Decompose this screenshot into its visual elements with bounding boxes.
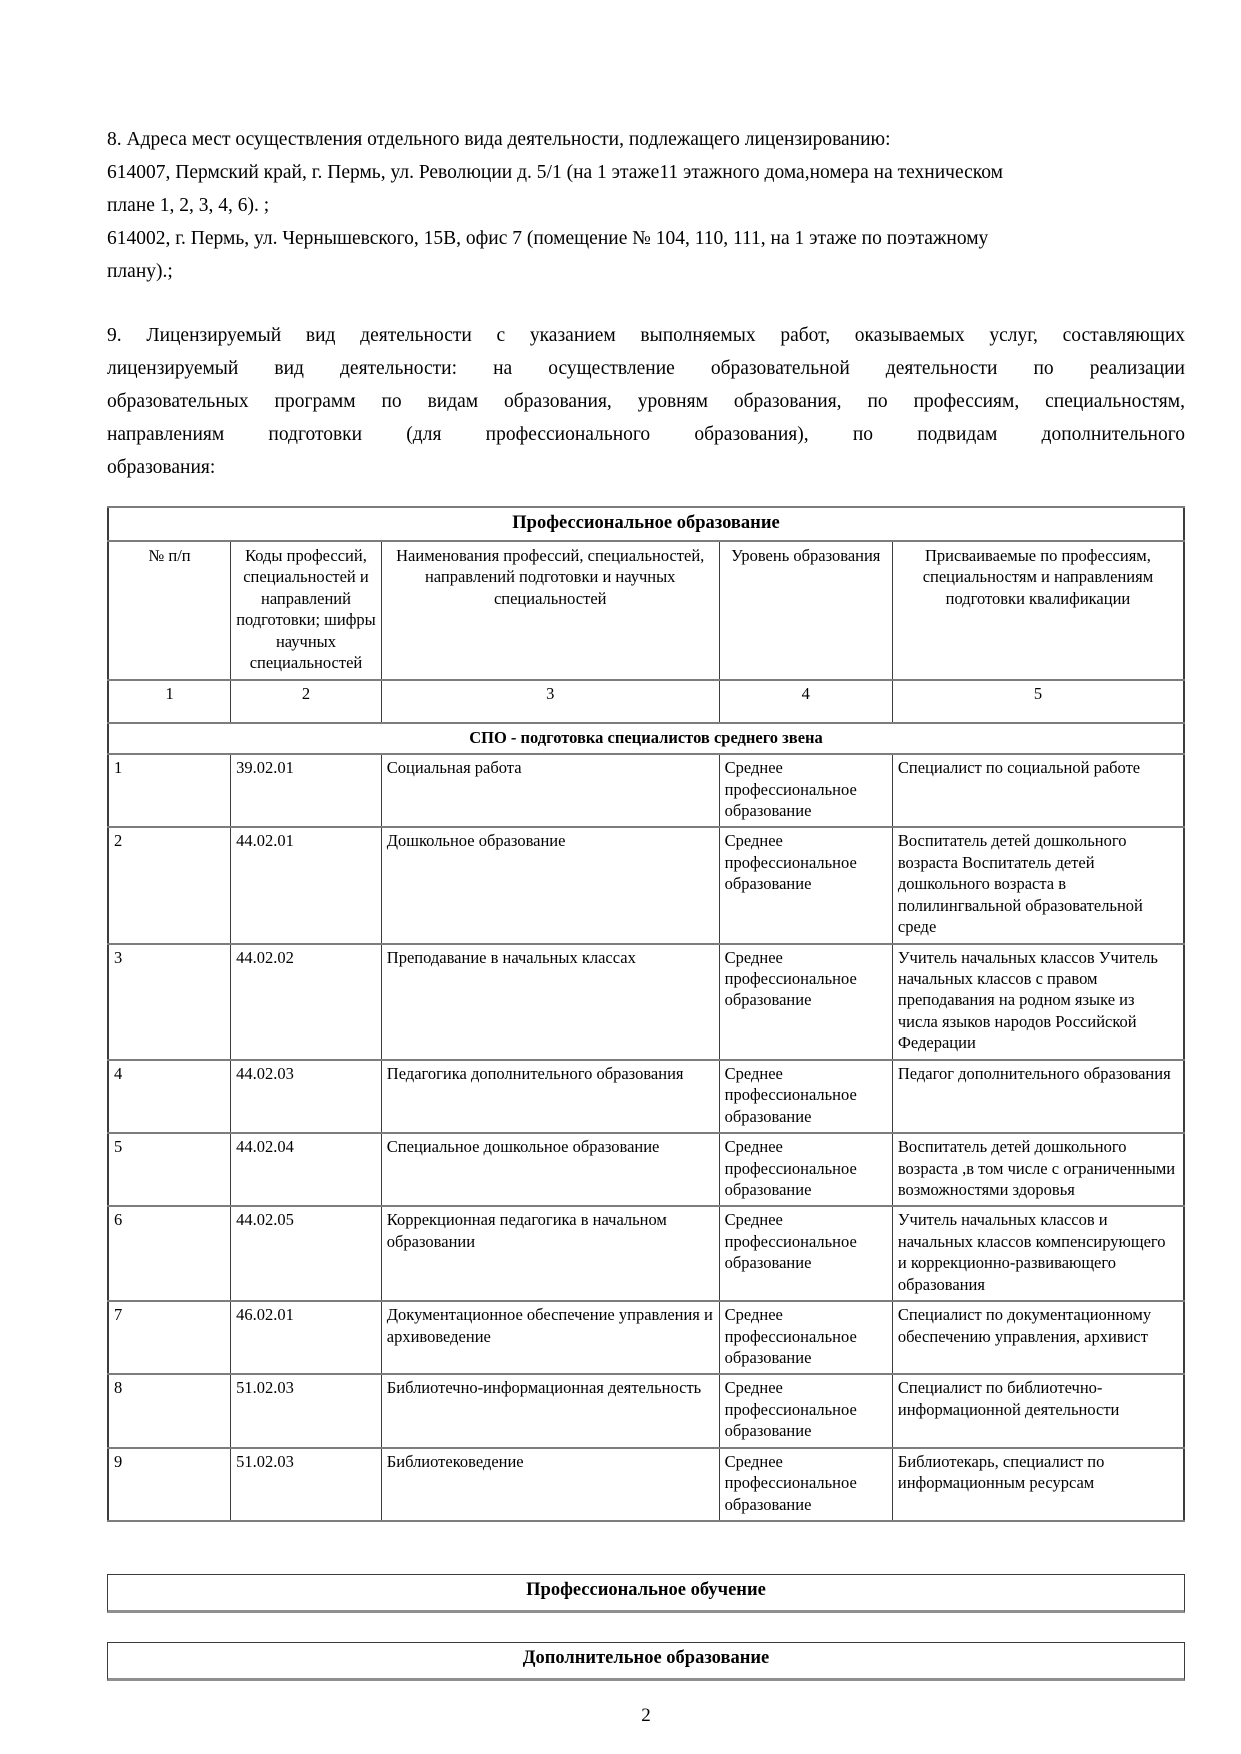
cell-name: Документационное обеспечение управления и архивоведение [381,1301,719,1374]
cell-level: Среднее профессиональное образование [719,944,892,1060]
cell-qualification: Педагог дополнительного образования [892,1060,1184,1133]
cell-code: 44.02.03 [231,1060,382,1133]
cell-code: 44.02.02 [231,944,382,1060]
table-row [108,1133,1184,1206]
paragraph-9-licensed-activity [107,320,1185,485]
cell-num: 1 [108,754,231,827]
text-line: направлениям подготовки (для профессионального образования), по подвидам дополнительного [107,424,1185,445]
cell-name: Библиотековедение [381,1448,719,1521]
table-row [108,944,1184,1060]
cell-level: Среднее профессиональное образование [719,1448,892,1521]
column-header-level: Уровень образования [719,541,892,680]
section-professional-training [107,1574,1185,1613]
column-header-names: Наименования профессий, специальностей, направлений подготовки и научных специальностей [381,541,719,680]
cell-level: Среднее профессиональное образование [719,754,892,827]
text-line: 614002, г. Пермь, ул. Чернышевского, 15В, офис 7 (помещение № 104, 110, 111, на 1 этаже по поэтажному [107,228,989,249]
table-row [108,754,1184,827]
table-row [108,827,1184,943]
cell-num: 7 [108,1301,231,1374]
cell-num: 5 [108,1133,231,1206]
cell-num: 6 [108,1206,231,1301]
cell-level: Среднее профессиональное образование [719,827,892,943]
table-row [108,1206,1184,1301]
column-number: 4 [719,680,892,723]
cell-level: Среднее профессиональное образование [719,1374,892,1447]
cell-num: 3 [108,944,231,1060]
cell-qualification: Специалист по документационному обеспечению управления, архивист [892,1301,1184,1374]
column-number: 3 [381,680,719,723]
cell-name: Специальное дошкольное образование [381,1133,719,1206]
text-line: образовательных программ по видам образования, уровням образования, по профессиям, специальностям, [107,391,1185,412]
cell-name: Преподавание в начальных классах [381,944,719,1060]
table-row [108,1060,1184,1133]
text-line: образования: [107,457,216,478]
cell-qualification: Воспитатель детей дошкольного возраста Воспитатель детей дошкольного возраста в полилингвальной образовательной среде [892,827,1184,943]
cell-num: 9 [108,1448,231,1521]
section-title: Дополнительное образование [522,1648,770,1669]
cell-code: 51.02.03 [231,1374,382,1447]
table-row [108,1448,1184,1521]
cell-code: 44.02.01 [231,827,382,943]
cell-name: Дошкольное образование [381,827,719,943]
section-additional-education [107,1642,1185,1681]
cell-num: 8 [108,1374,231,1447]
column-number: 2 [231,680,382,723]
cell-level: Среднее профессиональное образование [719,1206,892,1301]
column-header-num: № п/п [108,541,231,680]
cell-level: Среднее профессиональное образование [719,1133,892,1206]
column-header-codes: Коды профессий, специальностей и направлений подготовки; шифры научных специальностей [231,541,382,680]
cell-qualification: Учитель начальных классов Учитель начальных классов с правом преподавания на родном языке из числа языков народов Российской Федерации [892,944,1184,1060]
section-header-spo: СПО - подготовка специалистов среднего звена [108,723,1184,754]
text-line: 8. Адреса мест осуществления отдельного вида деятельности, подлежащего лицензированию: [107,129,891,150]
text-line: плану).; [107,261,173,282]
cell-num: 4 [108,1060,231,1133]
table-row [108,1374,1184,1447]
paragraph-8-addresses [107,124,1185,289]
cell-qualification: Специалист по библиотечно-информационной деятельности [892,1374,1184,1447]
cell-code: 46.02.01 [231,1301,382,1374]
spo-table-body [108,723,1184,1521]
cell-level: Среднее профессиональное образование [719,1301,892,1374]
cell-name: Социальная работа [381,754,719,827]
cell-qualification: Воспитатель детей дошкольного возраста ,в том числе с ограниченными возможностями здоровья [892,1133,1184,1206]
cell-code: 51.02.03 [231,1448,382,1521]
text-line: лицензируемый вид деятельности: на осуществление образовательной деятельности по реализации [107,358,1185,379]
table-row [108,1301,1184,1374]
cell-name: Библиотечно-информационная деятельность [381,1374,719,1447]
cell-code: 44.02.04 [231,1133,382,1206]
text-line: плане 1, 2, 3, 4, 6). ; [107,195,270,216]
column-header-qualifications: Присваиваемые по профессиям, специальностям и направлениям подготовки квалификации [892,541,1184,680]
cell-qualification: Библиотекарь, специалист по информационным ресурсам [892,1448,1184,1521]
cell-name: Коррекционная педагогика в начальном образовании [381,1206,719,1301]
text-line: 9. Лицензируемый вид деятельности с указанием выполняемых работ, оказываемых услуг, составляющих [107,325,1185,346]
column-number: 1 [108,680,231,723]
cell-name: Педагогика дополнительного образования [381,1060,719,1133]
cell-qualification: Учитель начальных классов и начальных классов компенсирующего и коррекционно-развивающего образования [892,1206,1184,1301]
cell-num: 2 [108,827,231,943]
professional-education-table [107,506,1185,1522]
cell-level: Среднее профессиональное образование [719,1060,892,1133]
section-title: Профессиональное обучение [526,1580,766,1601]
cell-code: 39.02.01 [231,754,382,827]
text-line: 614007, Пермский край, г. Пермь, ул. Революции д. 5/1 (на 1 этаже11 этажного дома,номера на техническом [107,162,1003,183]
cell-code: 44.02.05 [231,1206,382,1301]
table-title: Профессиональное образование [108,507,1184,541]
cell-qualification: Специалист по социальной работе [892,754,1184,827]
page-number: 2 [641,1705,651,1727]
document-page [107,0,1185,1727]
column-number: 5 [892,680,1184,723]
